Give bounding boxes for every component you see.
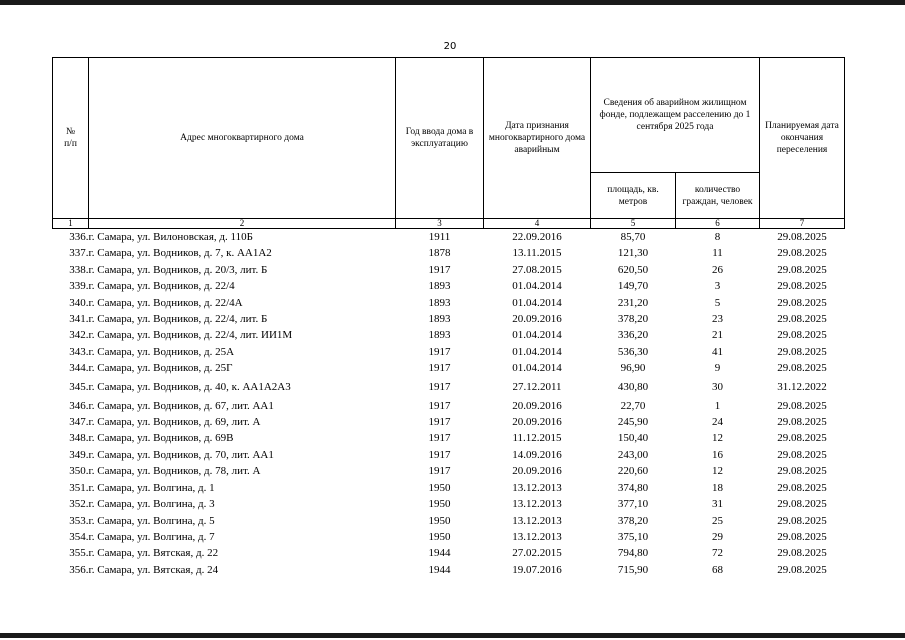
row-number: 341. (69, 313, 89, 326)
row-year: 1917 (428, 448, 451, 461)
row-recognition-date: 01.04.2014 (512, 329, 562, 342)
row-people: 16 (712, 448, 723, 461)
row-recognition-date: 01.04.2014 (512, 296, 562, 309)
row-planned-date: 31.12.2022 (777, 380, 827, 393)
row-area: 378,20 (617, 514, 649, 527)
row-area: 245,90 (617, 416, 649, 429)
row-people: 1 (714, 399, 721, 412)
row-year: 1950 (428, 514, 451, 527)
row-people: 3 (714, 280, 721, 293)
row-planned-date: 29.08.2025 (777, 362, 827, 375)
row-address: г. Самара, ул. Вятская, д. 24 (88, 563, 219, 576)
row-number: 345. (69, 380, 89, 393)
row-address: г. Самара, ул. Водников, д. 78, лит. А (88, 465, 261, 478)
page-number: 20 (443, 41, 457, 52)
row-area: 96,90 (620, 362, 646, 375)
table-row (53, 463, 845, 479)
header-number: № п/п (53, 58, 89, 219)
table-row (53, 529, 845, 545)
table-body (53, 229, 845, 579)
row-people: 5 (714, 296, 721, 309)
row-planned-date: 29.08.2025 (777, 345, 827, 358)
row-planned-date: 29.08.2025 (777, 296, 827, 309)
row-year: 1950 (428, 530, 451, 543)
row-address: г. Самара, ул. Водников, д. 69В (88, 432, 234, 445)
row-planned-date: 29.08.2025 (777, 481, 827, 494)
row-address: г. Самара, ул. Водников, д. 22/4, лит. Б (88, 313, 268, 326)
header-planned-date: Планируемая дата окончания переселения (760, 58, 845, 219)
row-area: 121,30 (617, 247, 649, 260)
row-year: 1893 (428, 329, 451, 342)
row-area: 794,80 (617, 547, 649, 560)
row-recognition-date: 22.09.2016 (512, 231, 562, 243)
row-year: 1950 (428, 481, 451, 494)
header-index: 5 (591, 219, 676, 229)
row-number: 339. (69, 280, 89, 293)
row-address: г. Самара, ул. Волгина, д. 1 (88, 481, 215, 494)
row-address: г. Самара, ул. Водников, д. 25А (88, 345, 235, 358)
row-address: г. Самара, ул. Водников, д. 40, к. АА1А2А3 (88, 380, 291, 393)
row-area: 715,90 (617, 563, 649, 576)
row-planned-date: 29.08.2025 (777, 530, 827, 543)
row-number: 355. (69, 547, 89, 560)
row-recognition-date: 13.12.2013 (512, 498, 562, 511)
header-index: 6 (676, 219, 760, 229)
row-recognition-date: 20.09.2016 (512, 313, 562, 326)
row-people: 25 (712, 514, 723, 527)
scan-bottom-border (0, 633, 905, 638)
row-address: г. Самара, ул. Водников, д. 22/4А (88, 296, 243, 309)
table-row (53, 229, 845, 246)
row-planned-date: 29.08.2025 (777, 416, 827, 429)
table-row (53, 278, 845, 294)
row-address: г. Самара, ул. Водников, д. 69, лит. А (88, 416, 261, 429)
table-row (53, 447, 845, 463)
table-row (53, 327, 845, 343)
row-address: г. Самара, ул. Вилоновская, д. 110Б (88, 231, 253, 243)
row-planned-date: 29.08.2025 (777, 547, 827, 560)
row-address: г. Самара, ул. Водников, д. 67, лит. АА1 (88, 399, 274, 412)
row-recognition-date: 13.11.2015 (512, 247, 562, 260)
header-index: 3 (396, 219, 484, 229)
row-recognition-date: 01.04.2014 (512, 280, 562, 293)
row-people: 29 (712, 530, 723, 543)
row-year: 1893 (428, 280, 451, 293)
row-planned-date: 29.08.2025 (777, 498, 827, 511)
row-planned-date: 29.08.2025 (777, 247, 827, 260)
row-people: 72 (712, 547, 723, 560)
row-area: 22,70 (620, 399, 646, 412)
row-recognition-date: 27.12.2011 (512, 380, 562, 393)
row-number: 348. (69, 432, 89, 445)
table-row (53, 398, 845, 414)
row-number: 350. (69, 465, 89, 478)
row-number: 347. (69, 416, 89, 429)
header-index: 1 (53, 219, 89, 229)
row-address: г. Самара, ул. Водников, д. 22/4, лит. ИИ1М (88, 329, 293, 342)
row-people: 9 (714, 362, 721, 375)
header-recognition-date: Дата признания многоквартирного дома аварийным (484, 58, 591, 219)
row-number: 337. (69, 247, 89, 260)
table-row (53, 311, 845, 327)
row-planned-date: 29.08.2025 (777, 432, 827, 445)
row-number: 338. (69, 263, 89, 276)
table-row (53, 344, 845, 360)
row-number: 354. (69, 530, 89, 543)
header-index: 4 (484, 219, 591, 229)
row-people: 30 (712, 380, 723, 393)
header-people: количество граждан, человек (676, 173, 760, 219)
row-area: 231,20 (617, 296, 649, 309)
header-index-row (53, 219, 845, 229)
row-address: г. Самара, ул. Водников, д. 70, лит. АА1 (88, 448, 274, 461)
row-planned-date: 29.08.2025 (777, 465, 827, 478)
row-people: 41 (712, 345, 723, 358)
table-row (53, 545, 845, 561)
row-planned-date: 29.08.2025 (777, 514, 827, 527)
row-area: 430,80 (617, 380, 649, 393)
table-row (53, 360, 845, 376)
row-planned-date: 29.08.2025 (777, 231, 827, 243)
scan-top-border (0, 0, 905, 5)
row-address: г. Самара, ул. Волгина, д. 3 (88, 498, 215, 511)
table-row (53, 480, 845, 496)
table-row (53, 430, 845, 446)
row-area: 149,70 (617, 280, 649, 293)
table-row (53, 562, 845, 578)
row-number: 336. (69, 231, 89, 243)
row-people: 68 (712, 563, 723, 576)
row-recognition-date: 19.07.2016 (512, 563, 562, 576)
row-planned-date: 29.08.2025 (777, 329, 827, 342)
row-year: 1917 (428, 362, 451, 375)
header-emergency-fund: Сведения об аварийном жилищном фонде, подлежащем расселению до 1 сентября 2025 года (591, 58, 760, 173)
row-number: 349. (69, 448, 89, 461)
row-area: 375,10 (617, 530, 649, 543)
row-recognition-date: 13.12.2013 (512, 530, 562, 543)
row-year: 1917 (428, 345, 451, 358)
row-recognition-date: 13.12.2013 (512, 481, 562, 494)
row-address: г. Самара, ул. Водников, д. 22/4 (88, 280, 235, 293)
row-planned-date: 29.08.2025 (777, 280, 827, 293)
table-row (53, 496, 845, 512)
header-area: площадь, кв. метров (591, 173, 676, 219)
row-number: 343. (69, 345, 89, 358)
row-number: 353. (69, 514, 89, 527)
header-address: Адрес многоквартирного дома (89, 58, 396, 219)
row-area: 243,00 (617, 448, 649, 461)
row-planned-date: 29.08.2025 (777, 399, 827, 412)
row-year: 1893 (428, 296, 451, 309)
row-address: г. Самара, ул. Волгина, д. 5 (88, 514, 215, 527)
row-number: 356. (69, 563, 89, 576)
row-year: 1917 (428, 263, 451, 276)
row-year: 1917 (428, 416, 451, 429)
row-number: 342. (69, 329, 89, 342)
row-recognition-date: 27.08.2015 (512, 263, 562, 276)
row-people: 21 (712, 329, 723, 342)
row-recognition-date: 01.04.2014 (512, 362, 562, 375)
row-address: г. Самара, ул. Водников, д. 20/3, лит. Б (88, 263, 268, 276)
row-address: г. Самара, ул. Волгина, д. 7 (88, 530, 215, 543)
row-year: 1917 (428, 380, 451, 393)
row-recognition-date: 13.12.2013 (512, 514, 562, 527)
table-row (53, 262, 845, 278)
row-planned-date: 29.08.2025 (777, 563, 827, 576)
row-area: 377,10 (617, 498, 649, 511)
row-recognition-date: 20.09.2016 (512, 416, 562, 429)
row-recognition-date: 20.09.2016 (512, 465, 562, 478)
row-people: 18 (712, 481, 723, 494)
row-address: г. Самара, ул. Вятская, д. 22 (88, 547, 219, 560)
row-area: 85,70 (620, 231, 646, 243)
row-recognition-date: 27.02.2015 (512, 547, 562, 560)
row-recognition-date: 14.09.2016 (512, 448, 562, 461)
row-year: 1917 (428, 399, 451, 412)
table-row (53, 377, 845, 398)
row-year: 1944 (428, 547, 451, 560)
row-number: 351. (69, 481, 89, 494)
row-number: 346. (69, 399, 89, 412)
row-address: г. Самара, ул. Водников, д. 7, к. АА1А2 (88, 247, 272, 260)
row-people: 31 (712, 498, 723, 511)
row-year: 1917 (428, 432, 451, 445)
row-planned-date: 29.08.2025 (777, 313, 827, 326)
row-year: 1950 (428, 498, 451, 511)
row-planned-date: 29.08.2025 (777, 263, 827, 276)
header-index: 7 (760, 219, 845, 229)
row-number: 352. (69, 498, 89, 511)
row-area: 220,60 (617, 465, 649, 478)
row-people: 23 (712, 313, 723, 326)
row-year: 1917 (428, 465, 451, 478)
emergency-housing-table (52, 57, 845, 578)
row-recognition-date: 01.04.2014 (512, 345, 562, 358)
row-year: 1911 (428, 231, 451, 243)
table-row (53, 245, 845, 261)
row-people: 12 (712, 465, 723, 478)
row-people: 26 (712, 263, 723, 276)
row-number: 340. (69, 296, 89, 309)
row-recognition-date: 20.09.2016 (512, 399, 562, 412)
table-row (53, 513, 845, 529)
table-header (53, 58, 845, 229)
header-year: Год ввода дома в эксплуатацию (396, 58, 484, 219)
row-recognition-date: 11.12.2015 (512, 432, 562, 445)
table-row (53, 414, 845, 430)
row-area: 378,20 (617, 313, 649, 326)
table-row (53, 295, 845, 311)
row-people: 12 (712, 432, 723, 445)
header-index: 2 (89, 219, 396, 229)
row-number: 344. (69, 362, 89, 375)
row-people: 24 (712, 416, 723, 429)
row-area: 620,50 (617, 263, 649, 276)
row-year: 1878 (428, 247, 451, 260)
row-area: 374,80 (617, 481, 649, 494)
row-people: 8 (714, 231, 721, 243)
row-people: 11 (712, 247, 723, 260)
row-year: 1944 (428, 563, 451, 576)
row-address: г. Самара, ул. Водников, д. 25Г (88, 362, 233, 375)
row-area: 536,30 (617, 345, 649, 358)
row-area: 336,20 (617, 329, 649, 342)
row-planned-date: 29.08.2025 (777, 448, 827, 461)
row-area: 150,40 (617, 432, 649, 445)
row-year: 1893 (428, 313, 451, 326)
